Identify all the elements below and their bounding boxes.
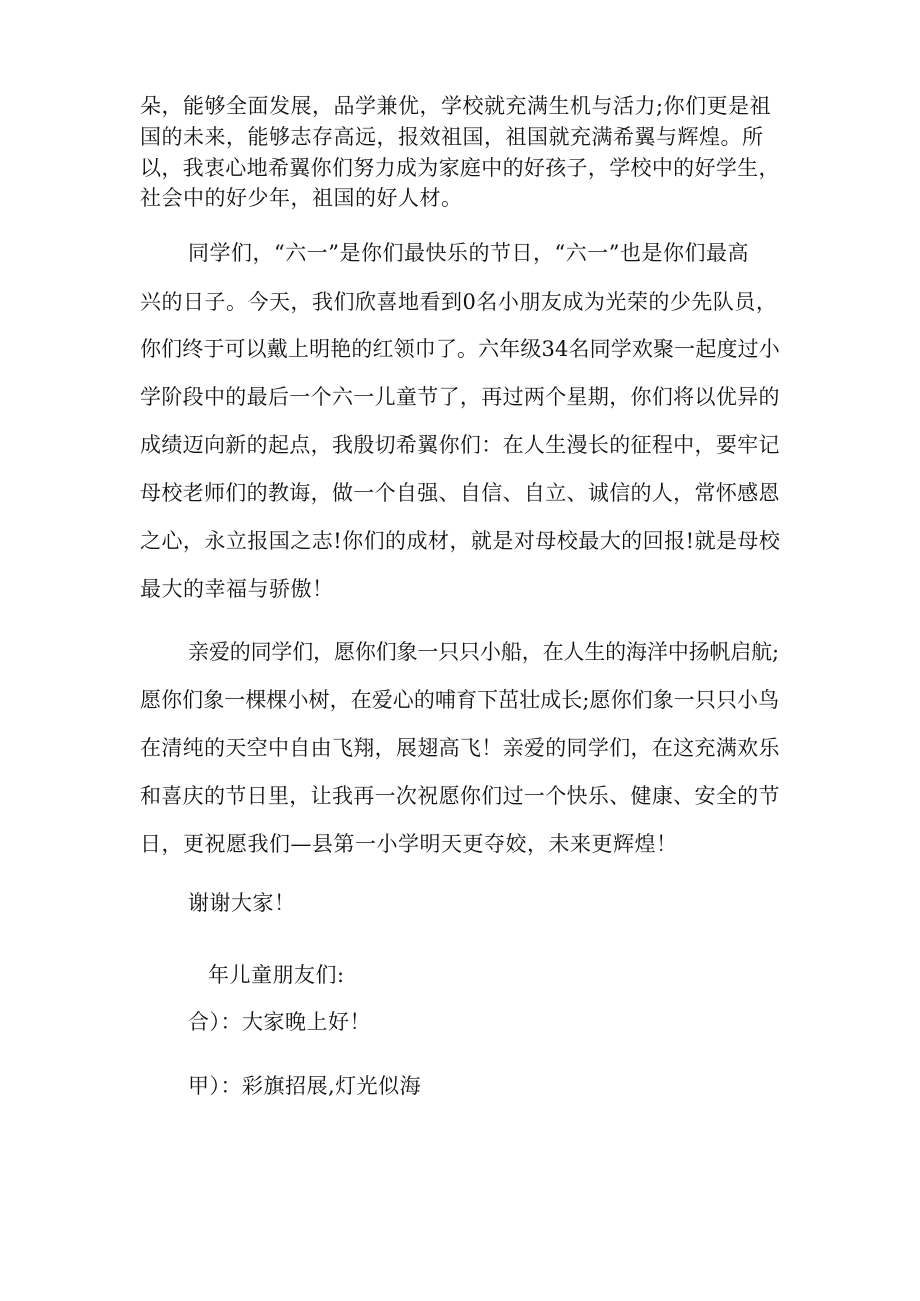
- paragraph-2-line: 之心，永立报国之志!你们的成材，就是对母校最大的回报!就是母校: [140, 529, 781, 553]
- closing-text: 谢谢大家！: [188, 891, 296, 915]
- paragraph-2-line: 最大的幸福与骄傲！: [140, 577, 334, 601]
- paragraph-3-line: 和喜庆的节日里，让我再一次祝愿你们过一个快乐、健康、安全的节: [140, 784, 780, 808]
- dialogue-line-he: 合）：大家晚上好！: [188, 1010, 371, 1034]
- paragraph-3-line: 日，更祝愿我们—县第一小学明天更夺姣，未来更辉煌！: [140, 832, 678, 856]
- paragraph-2-line: 同学们，“六一”是你们最快乐的节日，“六一”也是你们最高: [188, 241, 749, 265]
- dialogue-line-jia: 甲）：彩旗招展,灯光似海: [188, 1074, 422, 1098]
- paragraph-1-line: 以，我衷心地希翼你们努力成为家庭中的好孩子，学校中的好学生，: [140, 156, 780, 180]
- paragraph-2-line: 你们终于可以戴上明艳的红领巾了。六年级34名同学欢聚一起度过小: [140, 337, 780, 361]
- paragraph-2-line: 成绩迈向新的起点，我殷切希翼你们：在人生漫长的征程中，要牢记: [140, 433, 780, 457]
- paragraph-1-line: 社会中的好少年，祖国的好人材。: [140, 186, 463, 210]
- paragraph-1-line: 朵，能够全面发展，品学兼优，学校就充满生机与活力;你们更是祖: [140, 94, 772, 118]
- paragraph-1-line: 国的未来，能够志存高远，报效祖国，祖国就充满希翼与辉煌。所: [140, 125, 764, 149]
- paragraph-3-line: 在清纯的天空中自由飞翔，展翅高飞！亲爱的同学们，在这充满欢乐: [140, 736, 780, 760]
- paragraph-3-line: 亲爱的同学们，愿你们象一只只小船，在人生的海洋中扬帆启航;: [188, 640, 779, 664]
- paragraph-2-line: 母校老师们的教诲，做一个自强、自信、自立、诚信的人，常怀感恩: [140, 481, 780, 505]
- greeting-text: 年儿童朋友们:: [208, 963, 345, 987]
- paragraph-3-line: 愿你们象一棵棵小树，在爱心的哺育下茁壮成长;愿你们象一只只小鸟: [140, 688, 780, 712]
- paragraph-2-line: 学阶段中的最后一个六一儿童节了，再过两个星期，你们将以优异的: [140, 385, 780, 409]
- paragraph-2-line: 兴的日子。今天，我们欣喜地看到0名小朋友成为光荣的少先队员，: [140, 290, 778, 314]
